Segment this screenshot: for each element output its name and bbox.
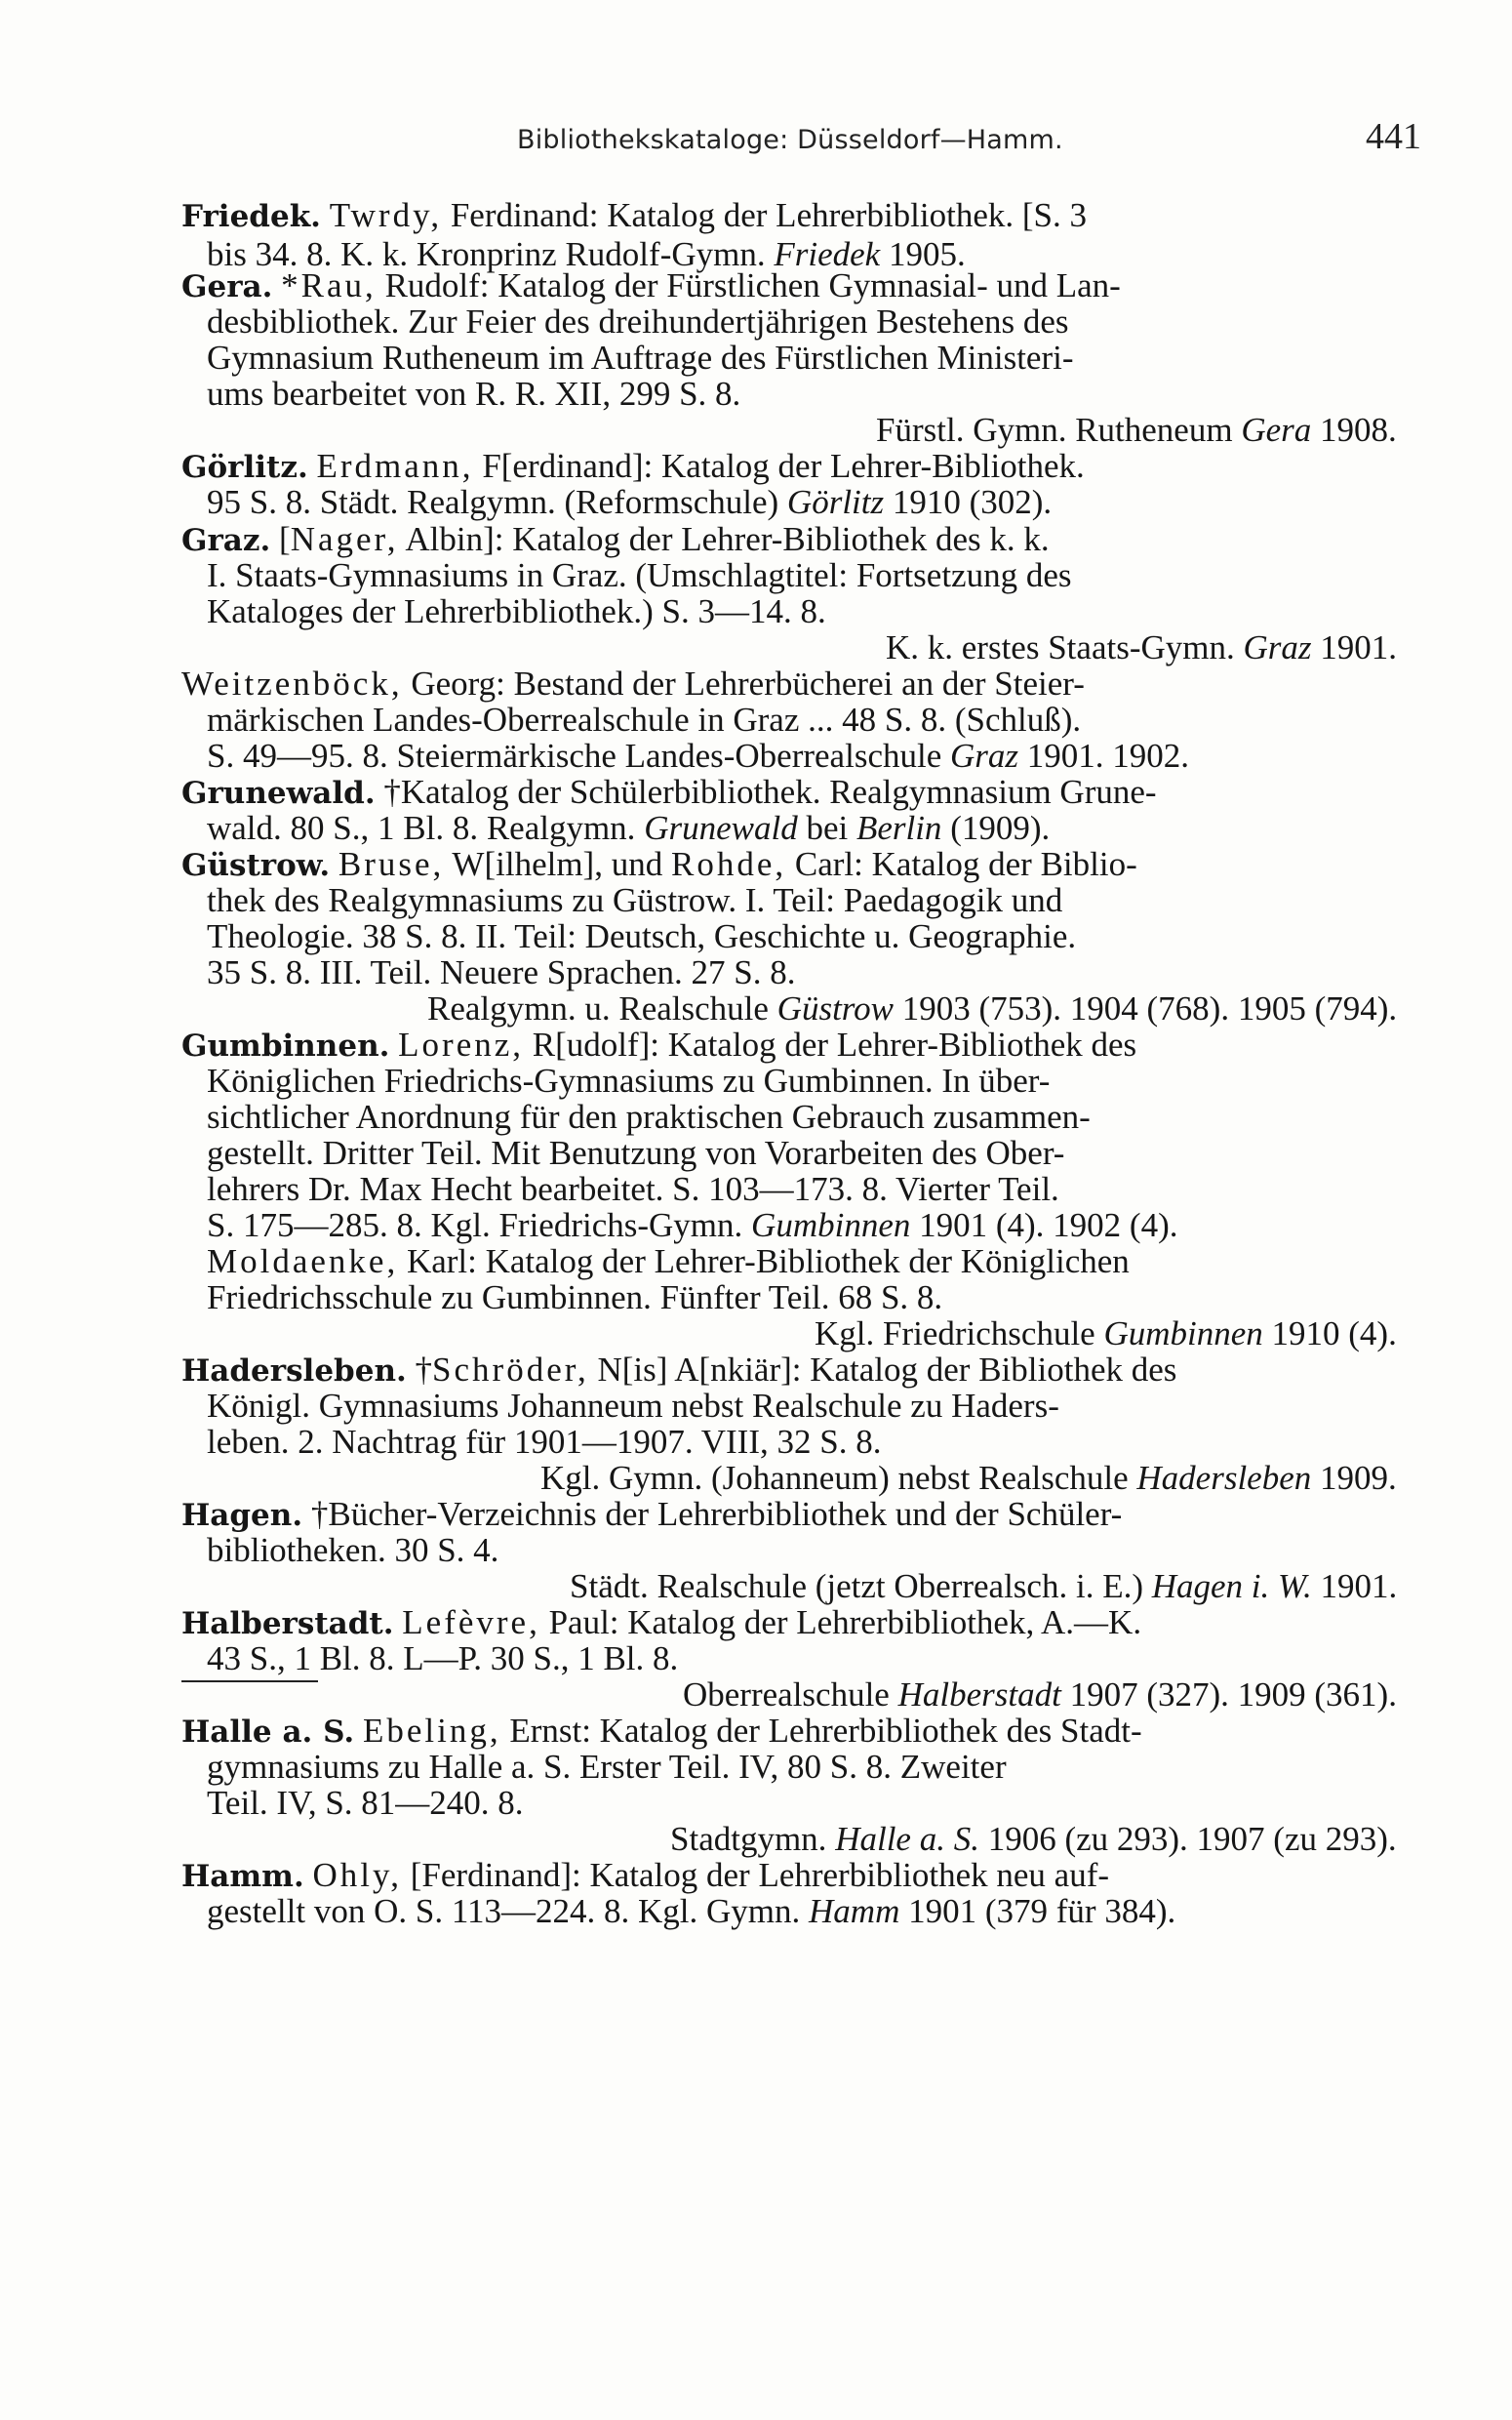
text-line xyxy=(181,1858,1109,1892)
text-segment: wald. 80 S., 1 Bl. 8. Realgymn. xyxy=(207,809,645,847)
text-line xyxy=(181,775,1157,809)
text-line xyxy=(207,304,1069,339)
text-line xyxy=(207,485,1052,519)
text-segment: †Bücher-Verzeichnis der Lehrerbibliothek und der Schüler- xyxy=(302,1495,1123,1533)
text-segment: Kgl. Gymn. (Johanneum) nebst Realschule xyxy=(540,1459,1137,1497)
text-line xyxy=(181,847,1137,881)
text-line xyxy=(181,522,1050,556)
text-segment: 95 S. 8. Städt. Realgymn. (Reformschule) xyxy=(207,483,787,521)
text-segment: Königlichen Friedrichs-Gymnasiums zu Gumbinnen. In über- xyxy=(207,1062,1051,1100)
text-segment: K. k. erstes Staats-Gymn. xyxy=(886,628,1244,666)
text-segment xyxy=(308,447,317,485)
text-line xyxy=(207,919,1076,953)
text-segment: Städt. Realschule (jetzt Oberrealsch. i. E.) xyxy=(570,1567,1152,1605)
text-line xyxy=(207,1244,1130,1278)
text-line xyxy=(876,413,1397,447)
separator-rule xyxy=(181,1680,318,1682)
text-segment: I. Staats-Gymnasiums in Graz. (Umschlagtitel: Fortsetzung des xyxy=(207,556,1072,594)
italic-place: Gumbinnen xyxy=(751,1206,911,1244)
text-segment: Oberrealschule xyxy=(683,1675,898,1714)
text-line xyxy=(670,1822,1397,1856)
italic-place: Friedek xyxy=(774,235,881,273)
text-line xyxy=(181,1352,1176,1387)
text-segment: gestellt von O. S. 113—224. 8. Kgl. Gymn. xyxy=(207,1892,810,1930)
text-segment: 35 S. 8. III. Teil. Neuere Sprachen. 27 S. 8. xyxy=(207,953,796,991)
author-name: Twrdy, xyxy=(329,196,443,234)
text-segment: Stadtgymn. xyxy=(670,1820,836,1858)
text-segment: märkischen Landes-Oberrealschule in Graz ... 48 S. 8. (Schluß). xyxy=(207,701,1082,739)
text-segment xyxy=(394,1603,403,1641)
text-line xyxy=(427,991,1397,1026)
place-heading: Gera. xyxy=(181,269,273,304)
text-segment: N[is] A[nkiär]: Katalog der Bibliothek des xyxy=(588,1351,1177,1389)
author-name: Bruse, xyxy=(338,845,445,883)
text-segment xyxy=(354,1712,363,1750)
text-segment: 1901. xyxy=(1311,1567,1398,1605)
place-heading: Hamm. xyxy=(181,1859,304,1894)
text-segment: 1901 (379 für 384). xyxy=(899,1892,1176,1930)
text-line xyxy=(207,1064,1050,1098)
text-segment: 1901. 1902. xyxy=(1018,737,1190,775)
text-segment: bei xyxy=(797,809,856,847)
italic-place: Grunewald xyxy=(644,809,798,847)
text-segment: †Katalog der Schülerbibliothek. Realgymnasium Grune- xyxy=(375,773,1157,811)
text-segment: 1907 (327). 1909 (361). xyxy=(1060,1675,1397,1714)
text-line xyxy=(207,703,1081,737)
text-segment xyxy=(272,266,281,304)
text-line xyxy=(683,1677,1397,1712)
text-segment: Rudolf: Katalog der Fürstlichen Gymnasial- und Lan- xyxy=(376,266,1121,304)
italic-place: Gera xyxy=(1241,411,1312,449)
text-segment: Albin]: Katalog der Lehrer-Bibliothek des k. k. xyxy=(398,520,1050,558)
italic-place: Görlitz xyxy=(786,483,885,521)
author-name: Lefèvre, xyxy=(402,1603,540,1641)
place-heading: Halle a. S. xyxy=(181,1714,355,1750)
text-segment: sichtlicher Anordnung für den praktischen Gebrauch zusammen- xyxy=(207,1098,1091,1136)
text-line xyxy=(886,630,1397,665)
author-name: Nager, xyxy=(290,520,399,558)
text-segment: F[erdinand]: Katalog der Lehrer-Bibliothek. xyxy=(473,447,1085,485)
text-line xyxy=(207,1100,1091,1134)
text-line xyxy=(181,1028,1136,1062)
author-name: *Rau, xyxy=(281,266,377,304)
place-heading: Gumbinnen. xyxy=(181,1028,390,1064)
text-segment: [Ferdinand]: Katalog der Lehrerbibliothek neu auf- xyxy=(402,1856,1110,1894)
text-line xyxy=(207,1641,678,1675)
italic-place: Hamm xyxy=(809,1892,900,1930)
text-line xyxy=(540,1461,1397,1495)
text-segment: bis 34. 8. K. k. Kronprinz Rudolf-Gymn. xyxy=(207,235,775,273)
place-heading: Hadersleben. xyxy=(181,1353,407,1389)
italic-place: Hadersleben xyxy=(1136,1459,1312,1497)
text-line xyxy=(207,1389,1059,1423)
text-segment: 1903 (753). 1904 (768). 1905 (794). xyxy=(893,989,1398,1028)
text-segment: S. 49—95. 8. Steiermärkische Landes-Oberrealschule xyxy=(207,737,950,775)
text-segment xyxy=(330,845,338,883)
text-segment: desbibliothek. Zur Feier des dreihundertjährigen Bestehens des xyxy=(207,302,1069,341)
text-segment: gymnasiums zu Halle a. S. Erster Teil. IV, 80 S. 8. Zweiter xyxy=(207,1748,1007,1786)
text-segment: R[udolf]: Katalog der Lehrer-Bibliothek des xyxy=(524,1026,1137,1064)
text-segment: Georg: Bestand der Lehrerbücherei an der Steier- xyxy=(402,665,1085,703)
text-line xyxy=(207,594,826,628)
author-name: Weitzenböck, xyxy=(181,665,403,703)
running-head: Bibliothekskataloge: Düsseldorf—Hamm. xyxy=(517,125,1063,155)
text-line xyxy=(207,1172,1059,1206)
text-segment: 1908. xyxy=(1311,411,1397,449)
text-segment: 1905. xyxy=(880,235,966,273)
text-segment: 43 S., 1 Bl. 8. L—P. 30 S., 1 Bl. 8. xyxy=(207,1639,679,1677)
text-segment: gestellt. Dritter Teil. Mit Benutzung von Vorarbeiten des Ober- xyxy=(207,1134,1065,1172)
author-name: Moldaenke, xyxy=(207,1242,399,1280)
text-line xyxy=(207,811,1050,845)
text-line xyxy=(207,1136,1064,1170)
text-segment: Paul: Katalog der Lehrerbibliothek, A.—K. xyxy=(539,1603,1142,1641)
place-heading: Güstrow. xyxy=(181,848,331,883)
author-name: Lorenz, xyxy=(398,1026,525,1064)
text-segment: † xyxy=(406,1351,433,1389)
italic-place: Graz xyxy=(950,737,1019,775)
text-segment xyxy=(389,1026,398,1064)
text-segment: (1909). xyxy=(941,809,1051,847)
text-line xyxy=(181,1605,1141,1639)
text-segment: 1906 (zu 293). 1907 (zu 293). xyxy=(978,1820,1397,1858)
place-heading: Hagen. xyxy=(181,1498,303,1533)
author-name: Schröder, xyxy=(432,1351,589,1389)
text-segment: 1909. xyxy=(1311,1459,1397,1497)
text-segment: leben. 2. Nachtrag für 1901—1907. VIII, 32 S. 8. xyxy=(207,1423,882,1461)
text-segment: Kataloges der Lehrerbibliothek.) S. 3—14. 8. xyxy=(207,592,826,630)
text-line xyxy=(207,883,1062,917)
text-segment: Königl. Gymnasiums Johanneum nebst Realschule zu Haders- xyxy=(207,1387,1059,1425)
text-line xyxy=(181,1714,1142,1748)
italic-place: Hagen i. W. xyxy=(1151,1567,1312,1605)
page-number: 441 xyxy=(1366,116,1421,157)
text-line xyxy=(207,955,795,989)
text-segment: Gymnasium Rutheneum im Auftrage des Fürstlichen Ministeri- xyxy=(207,339,1074,377)
text-segment: W[ilhelm], und xyxy=(444,845,671,883)
place-heading: Friedek. xyxy=(181,199,321,234)
text-line xyxy=(207,341,1073,375)
author-name: Rohde, xyxy=(670,845,787,883)
text-segment: Kgl. Friedrichschule xyxy=(815,1314,1104,1352)
place-heading: Grunewald. xyxy=(181,776,376,811)
text-line xyxy=(207,739,1189,773)
text-segment: ums bearbeitet von R. R. XII, 299 S. 8. xyxy=(207,375,741,413)
text-line xyxy=(207,1425,881,1459)
text-line xyxy=(207,1208,1177,1242)
text-segment: 1901 (4). 1902 (4). xyxy=(910,1206,1178,1244)
text-segment xyxy=(304,1856,313,1894)
author-name: Ebeling, xyxy=(362,1712,501,1750)
text-segment: Ferdinand: Katalog der Lehrerbibliothek. [S. 3 xyxy=(442,196,1087,234)
text-line xyxy=(181,268,1121,302)
place-heading: Graz. xyxy=(181,523,271,558)
text-segment: lehrers Dr. Max Hecht bearbeitet. S. 103—173. 8. Vierter Teil. xyxy=(207,1170,1059,1208)
place-heading: Halberstadt. xyxy=(181,1606,394,1641)
text-line xyxy=(181,666,1085,701)
text-segment: [ xyxy=(270,520,291,558)
text-line xyxy=(207,1750,1007,1784)
text-line xyxy=(207,1786,524,1820)
text-segment: Teil. IV, S. 81—240. 8. xyxy=(207,1784,524,1822)
text-segment: Friedrichsschule zu Gumbinnen. Fünfter Teil. 68 S. 8. xyxy=(207,1278,943,1316)
text-segment: S. 175—285. 8. Kgl. Friedrichs-Gymn. xyxy=(207,1206,752,1244)
text-segment: 1910 (302). xyxy=(884,483,1053,521)
text-line xyxy=(181,1497,1122,1531)
text-segment: bibliotheken. 30 S. 4. xyxy=(207,1531,499,1569)
text-line xyxy=(181,449,1085,483)
text-line xyxy=(570,1569,1397,1603)
text-segment: Theologie. 38 S. 8. II. Teil: Deutsch, Geschichte u. Geographie. xyxy=(207,917,1077,955)
text-line xyxy=(207,558,1072,592)
text-segment: 1901. xyxy=(1311,628,1398,666)
italic-place: Gumbinnen xyxy=(1103,1314,1263,1352)
text-segment xyxy=(321,196,330,234)
author-name: Ohly, xyxy=(312,1856,403,1894)
text-segment: 1910 (4). xyxy=(1262,1314,1397,1352)
text-segment: Realgymn. u. Realschule xyxy=(427,989,777,1028)
italic-place: Güstrow xyxy=(776,989,894,1028)
text-segment: Karl: Katalog der Lehrer-Bibliothek der Königlichen xyxy=(398,1242,1130,1280)
italic-place: Graz xyxy=(1243,628,1312,666)
text-line xyxy=(207,1894,1175,1928)
text-line xyxy=(207,377,740,411)
text-line xyxy=(207,1280,942,1314)
italic-place: Halle a. S. xyxy=(835,1820,979,1858)
text-segment: Ernst: Katalog der Lehrerbibliothek des Stadt- xyxy=(500,1712,1142,1750)
text-line xyxy=(207,1533,498,1567)
text-segment: Carl: Katalog der Biblio- xyxy=(786,845,1137,883)
author-name: Erdmann, xyxy=(316,447,474,485)
italic-place: Berlin xyxy=(855,809,942,847)
place-heading: Görlitz. xyxy=(181,450,308,485)
text-line xyxy=(181,198,1087,232)
text-segment: Fürstl. Gymn. Rutheneum xyxy=(876,411,1242,449)
text-line xyxy=(815,1316,1397,1351)
italic-place: Halberstadt xyxy=(897,1675,1061,1714)
text-segment: thek des Realgymnasiums zu Güstrow. I. Teil: Paedagogik und xyxy=(207,881,1063,919)
